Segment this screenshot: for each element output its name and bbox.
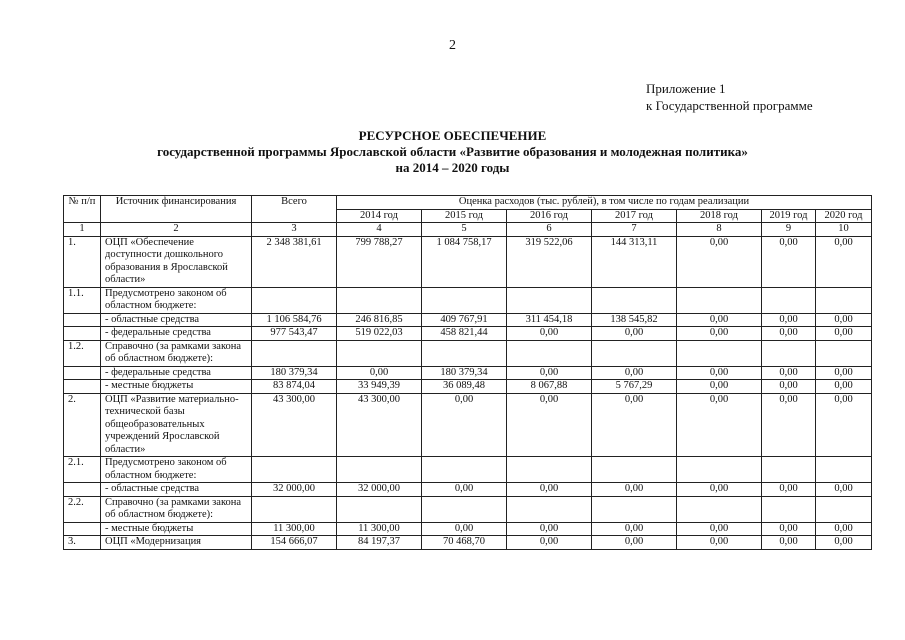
year-value-cell — [677, 457, 762, 483]
total-cell: 1 106 584,76 — [252, 313, 337, 327]
year-value-cell: 0,00 — [677, 522, 762, 536]
table-row — [64, 236, 872, 287]
column-number: 5 — [422, 223, 507, 237]
column-number: 6 — [507, 223, 592, 237]
year-value-cell: 0,00 — [592, 327, 677, 341]
year-value-cell — [337, 457, 422, 483]
year-value-cell — [762, 496, 816, 522]
resource-table — [63, 195, 872, 550]
total-cell: 977 543,47 — [252, 327, 337, 341]
row-number-cell: 1.1. — [64, 287, 101, 313]
column-number-row — [64, 223, 872, 237]
year-value-cell: 311 454,18 — [507, 313, 592, 327]
year-value-cell: 0,00 — [816, 236, 872, 287]
year-value-cell: 0,00 — [816, 313, 872, 327]
year-value-cell: 246 816,85 — [337, 313, 422, 327]
year-value-cell: 0,00 — [816, 327, 872, 341]
source-cell: ОЦП «Развитие материально-технической базы общеобразовательных учреждений Ярославской области» — [101, 393, 252, 457]
document-title — [0, 128, 905, 176]
column-number: 3 — [252, 223, 337, 237]
total-cell: 32 000,00 — [252, 483, 337, 497]
appendix-line-1: Приложение 1 — [646, 81, 726, 96]
page-number: 2 — [449, 38, 456, 53]
year-value-cell: 5 767,29 — [592, 380, 677, 394]
year-value-cell: 70 468,70 — [422, 536, 507, 550]
source-cell: - федеральные средства — [101, 366, 252, 380]
year-value-cell: 0,00 — [762, 380, 816, 394]
year-value-cell: 0,00 — [507, 366, 592, 380]
year-value-cell — [762, 340, 816, 366]
year-value-cell: 0,00 — [762, 236, 816, 287]
year-value-cell: 0,00 — [337, 366, 422, 380]
year-value-cell — [337, 287, 422, 313]
total-cell: 83 874,04 — [252, 380, 337, 394]
year-value-cell: 0,00 — [592, 483, 677, 497]
year-value-cell — [337, 496, 422, 522]
year-value-cell: 0,00 — [816, 380, 872, 394]
column-number: 9 — [762, 223, 816, 237]
year-value-cell — [507, 457, 592, 483]
year-value-cell: 0,00 — [677, 380, 762, 394]
year-value-cell: 144 313,11 — [592, 236, 677, 287]
table-header-row — [64, 196, 872, 210]
source-cell: - областные средства — [101, 483, 252, 497]
year-value-cell — [592, 340, 677, 366]
table-row — [64, 393, 872, 457]
source-cell: ОЦП «Модернизация — [101, 536, 252, 550]
year-value-cell — [507, 287, 592, 313]
year-value-cell: 0,00 — [507, 536, 592, 550]
year-value-cell — [677, 287, 762, 313]
year-value-cell: 0,00 — [762, 393, 816, 457]
header-year: 2015 год — [422, 209, 507, 223]
source-cell: - местные бюджеты — [101, 380, 252, 394]
total-cell: 154 666,07 — [252, 536, 337, 550]
title-line-1: РЕСУРСНОЕ ОБЕСПЕЧЕНИЕ — [358, 128, 547, 143]
total-cell: 11 300,00 — [252, 522, 337, 536]
year-value-cell: 0,00 — [677, 483, 762, 497]
year-value-cell: 0,00 — [677, 236, 762, 287]
source-cell: Справочно (за рамками закона об областном бюджете): — [101, 496, 252, 522]
total-cell — [252, 340, 337, 366]
year-value-cell — [816, 287, 872, 313]
year-value-cell: 0,00 — [677, 393, 762, 457]
title-line-2: государственной программы Ярославской области «Развитие образования и молодежная политика» — [157, 144, 748, 159]
year-value-cell: 0,00 — [592, 522, 677, 536]
table-row — [64, 496, 872, 522]
row-number-cell: 2.1. — [64, 457, 101, 483]
header-year: 2019 год — [762, 209, 816, 223]
year-value-cell: 519 022,03 — [337, 327, 422, 341]
year-value-cell: 0,00 — [677, 313, 762, 327]
source-cell: - областные средства — [101, 313, 252, 327]
source-cell: Предусмотрено законом об областном бюджете: — [101, 287, 252, 313]
row-number-cell: 3. — [64, 536, 101, 550]
total-cell: 43 300,00 — [252, 393, 337, 457]
year-value-cell — [762, 287, 816, 313]
year-value-cell: 0,00 — [816, 536, 872, 550]
table-row — [64, 287, 872, 313]
year-value-cell: 0,00 — [816, 522, 872, 536]
total-cell — [252, 496, 337, 522]
year-value-cell — [422, 287, 507, 313]
year-value-cell — [592, 457, 677, 483]
year-value-cell: 0,00 — [762, 522, 816, 536]
row-number-cell: 2.2. — [64, 496, 101, 522]
year-value-cell: 0,00 — [507, 327, 592, 341]
year-value-cell: 84 197,37 — [337, 536, 422, 550]
year-value-cell: 0,00 — [507, 522, 592, 536]
year-value-cell: 180 379,34 — [422, 366, 507, 380]
table-row — [64, 457, 872, 483]
year-value-cell: 0,00 — [762, 536, 816, 550]
year-value-cell — [422, 457, 507, 483]
year-value-cell — [507, 340, 592, 366]
year-value-cell: 138 545,82 — [592, 313, 677, 327]
table-row — [64, 380, 872, 394]
year-value-cell: 0,00 — [677, 536, 762, 550]
column-number: 7 — [592, 223, 677, 237]
column-number: 4 — [337, 223, 422, 237]
year-value-cell: 33 949,39 — [337, 380, 422, 394]
total-cell — [252, 457, 337, 483]
year-value-cell — [677, 340, 762, 366]
table-row — [64, 536, 872, 550]
year-value-cell — [677, 496, 762, 522]
year-value-cell: 0,00 — [422, 522, 507, 536]
year-value-cell: 32 000,00 — [337, 483, 422, 497]
year-value-cell — [337, 340, 422, 366]
year-value-cell: 0,00 — [762, 327, 816, 341]
row-number-cell — [64, 366, 101, 380]
source-cell: Предусмотрено законом об областном бюджете: — [101, 457, 252, 483]
year-value-cell: 0,00 — [762, 313, 816, 327]
year-value-cell: 43 300,00 — [337, 393, 422, 457]
year-value-cell: 0,00 — [762, 366, 816, 380]
year-value-cell — [422, 496, 507, 522]
table-row — [64, 483, 872, 497]
year-value-cell: 1 084 758,17 — [422, 236, 507, 287]
row-number-cell: 2. — [64, 393, 101, 457]
table-body — [64, 236, 872, 549]
table-row — [64, 522, 872, 536]
year-value-cell: 0,00 — [422, 483, 507, 497]
column-number: 1 — [64, 223, 101, 237]
table-row — [64, 340, 872, 366]
source-cell: Справочно (за рамками закона об областном бюджете): — [101, 340, 252, 366]
total-cell — [252, 287, 337, 313]
year-value-cell: 0,00 — [592, 536, 677, 550]
table-row — [64, 313, 872, 327]
year-value-cell — [816, 457, 872, 483]
year-value-cell — [507, 496, 592, 522]
year-value-cell: 0,00 — [677, 327, 762, 341]
header-year: 2018 год — [677, 209, 762, 223]
row-number-cell — [64, 380, 101, 394]
header-year: 2014 год — [337, 209, 422, 223]
appendix-line-2: к Государственной программе — [646, 98, 813, 113]
year-value-cell: 799 788,27 — [337, 236, 422, 287]
year-value-cell: 36 089,48 — [422, 380, 507, 394]
year-value-cell: 0,00 — [816, 483, 872, 497]
header-no: № п/п — [64, 196, 101, 223]
row-number-cell — [64, 522, 101, 536]
year-value-cell: 0,00 — [816, 393, 872, 457]
row-number-cell — [64, 327, 101, 341]
header-year: 2017 год — [592, 209, 677, 223]
source-cell: ОЦП «Обеспечение доступности дошкольного образования в Ярославской области» — [101, 236, 252, 287]
year-value-cell: 0,00 — [507, 483, 592, 497]
source-cell: - федеральные средства — [101, 327, 252, 341]
table-row — [64, 327, 872, 341]
total-cell: 180 379,34 — [252, 366, 337, 380]
year-value-cell: 0,00 — [592, 366, 677, 380]
year-value-cell: 409 767,91 — [422, 313, 507, 327]
header-estimate: Оценка расходов (тыс. рублей), в том числе по годам реализации — [337, 196, 872, 210]
year-value-cell — [816, 496, 872, 522]
row-number-cell — [64, 313, 101, 327]
row-number-cell — [64, 483, 101, 497]
year-value-cell: 0,00 — [762, 483, 816, 497]
header-source: Источник финансирования — [101, 196, 252, 223]
source-cell: - местные бюджеты — [101, 522, 252, 536]
year-value-cell: 319 522,06 — [507, 236, 592, 287]
row-number-cell: 1.2. — [64, 340, 101, 366]
year-value-cell: 0,00 — [677, 366, 762, 380]
appendix-note — [646, 80, 813, 114]
column-number: 10 — [816, 223, 872, 237]
year-value-cell: 0,00 — [422, 393, 507, 457]
column-number: 2 — [101, 223, 252, 237]
column-number: 8 — [677, 223, 762, 237]
year-value-cell — [816, 340, 872, 366]
year-value-cell: 458 821,44 — [422, 327, 507, 341]
year-value-cell: 0,00 — [592, 393, 677, 457]
header-year: 2020 год — [816, 209, 872, 223]
row-number-cell: 1. — [64, 236, 101, 287]
title-line-3: на 2014 – 2020 годы — [395, 160, 510, 175]
year-value-cell — [592, 496, 677, 522]
year-value-cell: 0,00 — [507, 393, 592, 457]
header-year: 2016 год — [507, 209, 592, 223]
year-value-cell: 8 067,88 — [507, 380, 592, 394]
year-value-cell: 11 300,00 — [337, 522, 422, 536]
year-value-cell — [422, 340, 507, 366]
year-value-cell — [592, 287, 677, 313]
table-row — [64, 366, 872, 380]
year-value-cell: 0,00 — [816, 366, 872, 380]
header-total: Всего — [252, 196, 337, 223]
total-cell: 2 348 381,61 — [252, 236, 337, 287]
year-value-cell — [762, 457, 816, 483]
